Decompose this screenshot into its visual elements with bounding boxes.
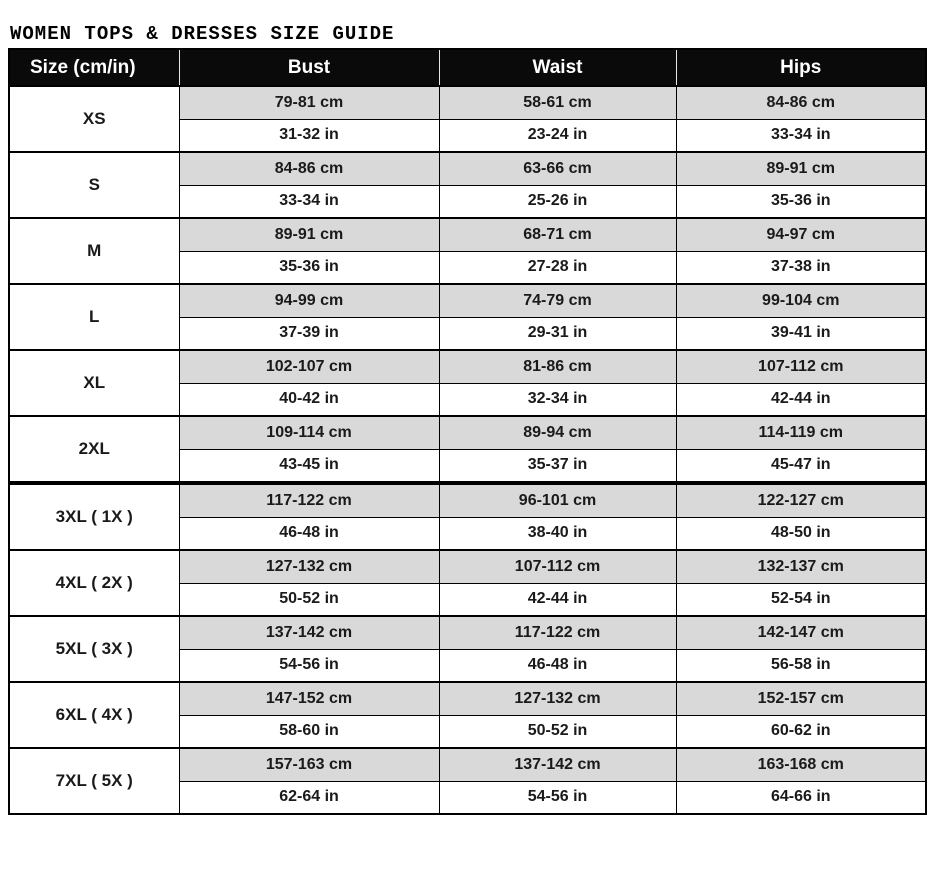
- waist-cm-cell-5xl-3x: 117-122 cm: [439, 616, 676, 649]
- bust-in-cell-2xl: 43-45 in: [179, 449, 439, 482]
- bust-cm-cell-4xl-2x: 127-132 cm: [179, 550, 439, 583]
- bust-in-cell-m: 35-36 in: [179, 251, 439, 284]
- hips-in-cell-7xl-5x: 64-66 in: [676, 781, 926, 814]
- waist-in-cell-xl: 32-34 in: [439, 383, 676, 416]
- hips-cm-cell-l: 99-104 cm: [676, 284, 926, 317]
- bust-cm-cell-xs: 79-81 cm: [179, 86, 439, 119]
- bust-cm-cell-7xl-5x: 157-163 cm: [179, 748, 439, 781]
- size-row-m-cm: [9, 218, 926, 251]
- column-header-hips: Hips: [676, 49, 926, 86]
- hips-cm-cell-5xl-3x: 142-147 cm: [676, 616, 926, 649]
- size-label-6xl-4x: 6XL ( 4X ): [9, 682, 179, 748]
- size-label-xl: XL: [9, 350, 179, 416]
- waist-in-cell-6xl-4x: 50-52 in: [439, 715, 676, 748]
- hips-cm-cell-6xl-4x: 152-157 cm: [676, 682, 926, 715]
- waist-in-cell-5xl-3x: 46-48 in: [439, 649, 676, 682]
- waist-cm-cell-xl: 81-86 cm: [439, 350, 676, 383]
- bust-in-cell-xl: 40-42 in: [179, 383, 439, 416]
- bust-in-cell-s: 33-34 in: [179, 185, 439, 218]
- size-guide-table: [8, 48, 927, 815]
- hips-cm-cell-2xl: 114-119 cm: [676, 416, 926, 449]
- hips-in-cell-5xl-3x: 56-58 in: [676, 649, 926, 682]
- bust-cm-cell-xl: 102-107 cm: [179, 350, 439, 383]
- size-row-s-cm: [9, 152, 926, 185]
- hips-in-cell-m: 37-38 in: [676, 251, 926, 284]
- bust-cm-cell-l: 94-99 cm: [179, 284, 439, 317]
- waist-in-cell-2xl: 35-37 in: [439, 449, 676, 482]
- hips-in-cell-xs: 33-34 in: [676, 119, 926, 152]
- column-header-bust: Bust: [179, 49, 439, 86]
- waist-cm-cell-m: 68-71 cm: [439, 218, 676, 251]
- bust-in-cell-7xl-5x: 62-64 in: [179, 781, 439, 814]
- size-row-3xl-1x-cm: [9, 484, 926, 517]
- bust-in-cell-xs: 31-32 in: [179, 119, 439, 152]
- size-row-7xl-5x-cm: [9, 748, 926, 781]
- size-label-l: L: [9, 284, 179, 350]
- bust-in-cell-6xl-4x: 58-60 in: [179, 715, 439, 748]
- waist-cm-cell-3xl-1x: 96-101 cm: [439, 484, 676, 517]
- bust-in-cell-l: 37-39 in: [179, 317, 439, 350]
- column-header-size: Size (cm/in): [9, 49, 179, 86]
- hips-in-cell-2xl: 45-47 in: [676, 449, 926, 482]
- header-row: [9, 49, 926, 86]
- bust-cm-cell-3xl-1x: 117-122 cm: [179, 484, 439, 517]
- bust-cm-cell-2xl: 109-114 cm: [179, 416, 439, 449]
- waist-cm-cell-s: 63-66 cm: [439, 152, 676, 185]
- size-row-5xl-3x-cm: [9, 616, 926, 649]
- hips-cm-cell-xl: 107-112 cm: [676, 350, 926, 383]
- size-label-s: S: [9, 152, 179, 218]
- hips-in-cell-4xl-2x: 52-54 in: [676, 583, 926, 616]
- size-label-xs: XS: [9, 86, 179, 152]
- waist-in-cell-l: 29-31 in: [439, 317, 676, 350]
- hips-cm-cell-4xl-2x: 132-137 cm: [676, 550, 926, 583]
- size-label-7xl-5x: 7XL ( 5X ): [9, 748, 179, 814]
- size-label-4xl-2x: 4XL ( 2X ): [9, 550, 179, 616]
- page-title: WOMEN TOPS & DRESSES SIZE GUIDE: [10, 23, 395, 45]
- table-body: [9, 86, 926, 814]
- size-row-xl-cm: [9, 350, 926, 383]
- hips-cm-cell-s: 89-91 cm: [676, 152, 926, 185]
- column-header-waist: Waist: [439, 49, 676, 86]
- waist-in-cell-4xl-2x: 42-44 in: [439, 583, 676, 616]
- hips-in-cell-s: 35-36 in: [676, 185, 926, 218]
- hips-cm-cell-7xl-5x: 163-168 cm: [676, 748, 926, 781]
- waist-in-cell-s: 25-26 in: [439, 185, 676, 218]
- waist-in-cell-3xl-1x: 38-40 in: [439, 517, 676, 550]
- size-row-l-cm: [9, 284, 926, 317]
- hips-cm-cell-3xl-1x: 122-127 cm: [676, 484, 926, 517]
- hips-in-cell-3xl-1x: 48-50 in: [676, 517, 926, 550]
- bust-in-cell-5xl-3x: 54-56 in: [179, 649, 439, 682]
- bust-cm-cell-m: 89-91 cm: [179, 218, 439, 251]
- size-row-xs-cm: [9, 86, 926, 119]
- waist-cm-cell-2xl: 89-94 cm: [439, 416, 676, 449]
- hips-cm-cell-m: 94-97 cm: [676, 218, 926, 251]
- size-label-3xl-1x: 3XL ( 1X ): [9, 484, 179, 550]
- hips-in-cell-6xl-4x: 60-62 in: [676, 715, 926, 748]
- size-row-4xl-2x-cm: [9, 550, 926, 583]
- size-row-2xl-cm: [9, 416, 926, 449]
- size-label-2xl: 2XL: [9, 416, 179, 482]
- waist-cm-cell-7xl-5x: 137-142 cm: [439, 748, 676, 781]
- hips-cm-cell-xs: 84-86 cm: [676, 86, 926, 119]
- hips-in-cell-xl: 42-44 in: [676, 383, 926, 416]
- waist-cm-cell-l: 74-79 cm: [439, 284, 676, 317]
- waist-cm-cell-4xl-2x: 107-112 cm: [439, 550, 676, 583]
- size-label-5xl-3x: 5XL ( 3X ): [9, 616, 179, 682]
- waist-in-cell-xs: 23-24 in: [439, 119, 676, 152]
- hips-in-cell-l: 39-41 in: [676, 317, 926, 350]
- size-label-m: M: [9, 218, 179, 284]
- bust-in-cell-4xl-2x: 50-52 in: [179, 583, 439, 616]
- waist-cm-cell-6xl-4x: 127-132 cm: [439, 682, 676, 715]
- size-row-6xl-4x-cm: [9, 682, 926, 715]
- bust-in-cell-3xl-1x: 46-48 in: [179, 517, 439, 550]
- waist-in-cell-7xl-5x: 54-56 in: [439, 781, 676, 814]
- waist-cm-cell-xs: 58-61 cm: [439, 86, 676, 119]
- table-header: [9, 49, 926, 86]
- bust-cm-cell-s: 84-86 cm: [179, 152, 439, 185]
- waist-in-cell-m: 27-28 in: [439, 251, 676, 284]
- bust-cm-cell-6xl-4x: 147-152 cm: [179, 682, 439, 715]
- bust-cm-cell-5xl-3x: 137-142 cm: [179, 616, 439, 649]
